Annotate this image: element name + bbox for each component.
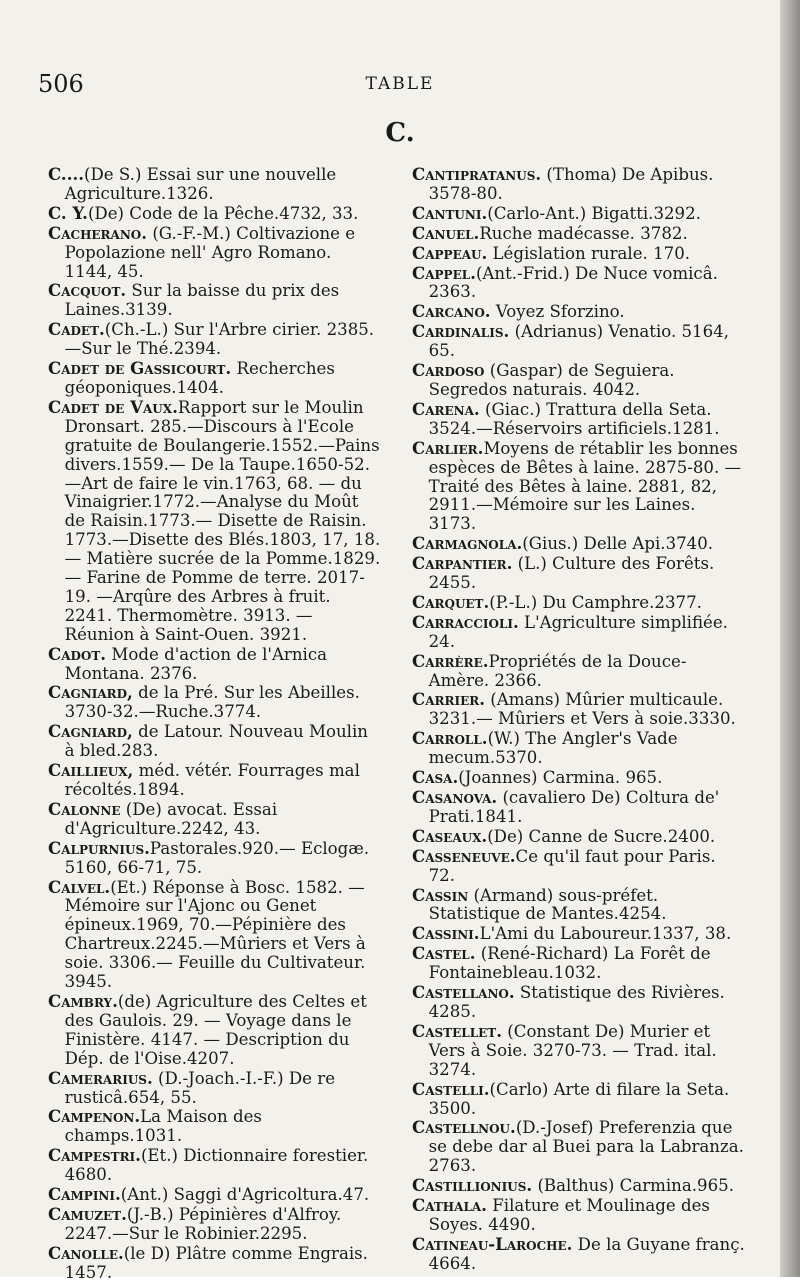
- entry-name: Calonne: [48, 798, 121, 819]
- entry-text: Ce qu'il faut pour Paris. 72.: [428, 846, 716, 885]
- index-entry: [412, 652, 746, 691]
- index-entry: [412, 1235, 746, 1274]
- index-entry: [48, 224, 382, 282]
- index-entry: [412, 1022, 746, 1080]
- index-entry: [48, 839, 382, 878]
- index-entry: [412, 400, 746, 439]
- index-entry: [412, 827, 746, 847]
- index-entry: [48, 878, 382, 992]
- entry-text: Mode d'action de l'Arnica Montana. 2376.: [64, 644, 328, 683]
- index-entry: [48, 320, 382, 359]
- entry-text: (cavaliero De) Coltura de' Prati.1841.: [428, 788, 720, 826]
- entry-text: (Constant De) Murier et Vers à Soie. 3270-73. — Trad. ital. 3274.: [428, 1021, 717, 1079]
- entry-text: (René-Richard) La Forêt de Fontainebleau.1032.: [428, 944, 711, 983]
- index-entry: [412, 322, 746, 361]
- index-entry: [48, 992, 382, 1069]
- index-entry: [412, 224, 746, 244]
- entry-name: Carrère.: [412, 650, 489, 671]
- entry-name: Cappeau.: [412, 242, 488, 263]
- index-entry: [412, 983, 746, 1022]
- entry-text: Sur la baisse du prix des Laines.3139.: [64, 281, 340, 320]
- index-entry: [48, 800, 382, 839]
- entry-name: Canolle.: [48, 1242, 124, 1263]
- index-column-left: [48, 165, 382, 1283]
- entry-text: méd. vétér. Fourrages mal récoltés.1894.: [64, 761, 360, 799]
- entry-text: (Gius.) Delle Api.3740.: [522, 534, 714, 554]
- entry-text: Propriétés de la Douce-Amère. 2366.: [428, 651, 687, 690]
- entry-name: Carraccioli.: [412, 611, 519, 632]
- entry-text: (Armand) sous-préfet. Statistique de Mantes.4254.: [428, 885, 667, 924]
- entry-text: (Ant.-Frid.) De Nuce vomicâ. 2363.: [428, 263, 718, 302]
- index-entry: [412, 165, 746, 204]
- index-entry: [48, 165, 382, 204]
- entry-text: (Ant.) Saggi d'Agricoltura.47.: [120, 1185, 370, 1205]
- entry-name: Calpurnius.: [48, 837, 150, 858]
- entry-text: (De) avocat. Essai d'Agriculture.2242, 43.: [64, 799, 278, 838]
- index-column-right: [412, 165, 746, 1274]
- entry-name: C. Y.: [48, 202, 88, 223]
- entry-name: Casa.: [412, 767, 459, 788]
- index-entry: [412, 768, 746, 788]
- entry-text: Législation rurale. 170.: [487, 243, 691, 263]
- index-entry: [412, 593, 746, 613]
- entry-name: Casseneuve.: [412, 845, 516, 866]
- entry-name: Cadet.: [48, 319, 105, 340]
- entry-name: Cadet de Vaux.: [48, 396, 178, 417]
- entry-name: Carrier.: [412, 689, 485, 710]
- index-entry: [412, 439, 746, 535]
- entry-text: (Et.) Dictionnaire forestier. 4680.: [64, 1146, 369, 1185]
- index-entry: [412, 302, 746, 322]
- index-entry: [48, 761, 382, 800]
- entry-text: Recherches géoponiques.1404.: [64, 359, 335, 397]
- entry-text: (De) Canne de Sucre.2400.: [487, 826, 716, 846]
- entry-text: (J.-B.) Pépinières d'Alfroy. 2247.—Sur le Robinier.2295.: [64, 1204, 342, 1243]
- index-entry: [412, 924, 746, 944]
- entry-name: Cantipratanus.: [412, 164, 542, 184]
- entry-text: (Carlo-Ant.) Bigatti.3292.: [487, 203, 701, 223]
- entry-name: Camuzet.: [48, 1203, 127, 1224]
- entry-text: (Et.) Réponse à Bosc. 1582. — Mémoire sur l'Ajonc ou Genet épineux.1969, 70.—Pépinière des Chartreux.2245.—Mûriers et Vers à soie. 3306.— Feuille du Cultivateur. 3945.: [64, 877, 366, 992]
- entry-name: Cambry.: [48, 990, 118, 1011]
- entry-text: de la Pré. Sur les Abeilles. 3730-32.—Ruche.3774.: [64, 683, 360, 722]
- entry-text: Pastorales.920.— Eclogæ. 5160, 66-71, 75.: [64, 838, 370, 877]
- index-entry: [412, 847, 746, 886]
- entry-text: (le D) Plâtre comme Engrais. 1457.: [64, 1243, 368, 1282]
- index-entry: [48, 722, 382, 761]
- index-entry: [48, 1107, 382, 1146]
- entry-name: Cardoso: [412, 360, 485, 381]
- entry-name: Caillieux,: [48, 760, 134, 781]
- entry-name: Campenon.: [48, 1106, 141, 1127]
- entry-text: (De S.) Essai sur une nouvelle Agriculture.1326.: [64, 165, 337, 203]
- index-entry: [412, 729, 746, 768]
- entry-name: C....: [48, 164, 85, 184]
- entry-text: (Thoma) De Apibus. 3578-80.: [428, 165, 714, 203]
- index-entry: [412, 1080, 746, 1119]
- entry-name: Casanova.: [412, 787, 498, 807]
- entry-text: Filature et Moulinage des Soyes. 4490.: [428, 1196, 710, 1234]
- entry-text: (Giac.) Trattura della Seta. 3524.—Réservoirs artificiels.1281.: [428, 399, 720, 438]
- entry-name: Carmagnola.: [412, 533, 523, 554]
- entry-name: Calvel.: [48, 876, 111, 897]
- index-entry: [48, 683, 382, 722]
- entry-name: Carcano.: [412, 301, 491, 322]
- page-number: 506: [38, 70, 84, 98]
- entry-name: Cardinalis.: [412, 321, 510, 342]
- entry-text: (Ch.-L.) Sur l'Arbre cirier. 2385.—Sur le Thé.2394.: [64, 320, 375, 359]
- index-entry: [412, 264, 746, 303]
- index-entry: [48, 1069, 382, 1108]
- entry-text: (Adrianus) Venatio. 5164, 65.: [428, 322, 730, 361]
- section-letter: C.: [385, 118, 415, 148]
- entry-name: Cadot.: [48, 643, 107, 664]
- index-entry: [412, 1196, 746, 1235]
- entry-name: Carquet.: [412, 591, 490, 612]
- entry-text: Moyens de rétablir les bonnes espèces de Bêtes à laine. 2875-80. — Traité des Bêtes à laine. 2881, 82, 2911.—Mémoire sur les Laines. 3173.: [428, 438, 742, 534]
- index-entry: [412, 690, 746, 729]
- index-entry: [412, 613, 746, 652]
- entry-text: (P.-L.) Du Camphre.2377.: [489, 592, 702, 612]
- index-entry: [412, 534, 746, 554]
- index-entry: [48, 1146, 382, 1185]
- entry-name: Campini.: [48, 1184, 121, 1205]
- entry-name: Carlier.: [412, 437, 484, 458]
- index-entry: [48, 398, 382, 645]
- entry-text: De la Guyane franç. 4664.: [428, 1234, 745, 1273]
- entry-name: Cassini.: [412, 923, 480, 944]
- entry-name: Castellet.: [412, 1020, 502, 1041]
- index-entry: [48, 1205, 382, 1244]
- entry-text: L'Ami du Laboureur.1337, 38.: [479, 924, 732, 944]
- index-entry: [412, 244, 746, 264]
- entry-text: (D.-Joach.-I.-F.) De re rusticâ.654, 55.: [64, 1068, 336, 1107]
- index-entry: [412, 944, 746, 983]
- entry-name: Cathala.: [412, 1195, 487, 1216]
- entry-name: Castellnou.: [412, 1117, 516, 1138]
- entry-text: de Latour. Nouveau Moulin à bled.283.: [64, 722, 368, 761]
- entry-name: Cacquot.: [48, 280, 127, 301]
- entry-name: Cadet de Gassicourt.: [48, 358, 232, 379]
- entry-text: (Joannes) Carmina. 965.: [458, 768, 663, 788]
- entry-name: Castillionius.: [412, 1175, 533, 1196]
- entry-name: Caseaux.: [412, 825, 488, 846]
- running-head: TABLE: [365, 74, 435, 94]
- entry-name: Catineau-Laroche.: [412, 1233, 573, 1254]
- entry-name: Carroll.: [412, 728, 488, 749]
- entry-text: (Amans) Mûrier multicaule. 3231.— Mûriers et Vers à soie.3330.: [428, 690, 736, 729]
- entry-name: Cappel.: [412, 262, 476, 283]
- entry-name: Cagniard,: [48, 721, 133, 742]
- entry-text: L'Agriculture simplifiée. 24.: [428, 612, 728, 651]
- entry-name: Cassin: [412, 884, 469, 905]
- index-entry: [48, 1185, 382, 1205]
- entry-name: Cagniard,: [48, 682, 133, 703]
- index-entry: [412, 204, 746, 224]
- entry-text: (Carlo) Arte di filare la Seta. 3500.: [428, 1079, 730, 1118]
- entry-name: Castellano.: [412, 982, 515, 1003]
- index-entry: [412, 554, 746, 593]
- index-entry: [412, 361, 746, 400]
- index-entry: [412, 1176, 746, 1196]
- entry-text: (G.-F.-M.) Coltivazione e Popolazione nell' Agro Romano. 1144, 45.: [64, 223, 356, 281]
- entry-name: Cantuni.: [412, 202, 488, 223]
- entry-text: (Gaspar) de Seguiera. Segredos naturais. 4042.: [428, 361, 675, 399]
- index-entry: [48, 645, 382, 684]
- index-entry: [48, 281, 382, 320]
- entry-name: Canuel.: [412, 222, 480, 243]
- entry-text: (D.-Josef) Preferenzia que se debe dar al Buei para la Labranza. 2763.: [428, 1118, 744, 1176]
- entry-name: Campestri.: [48, 1145, 141, 1166]
- index-entry: [48, 204, 382, 224]
- index-entry: [412, 886, 746, 925]
- index-entry: [412, 788, 746, 827]
- entry-text: Ruche madécasse. 3782.: [479, 223, 688, 243]
- entry-name: Cacherano.: [48, 222, 148, 243]
- index-entry: [412, 1118, 746, 1176]
- entry-name: Camerarius.: [48, 1067, 153, 1088]
- entry-text: (L.) Culture des Forêts. 2455.: [428, 554, 715, 593]
- entry-name: Castel.: [412, 943, 476, 964]
- entry-text: Voyez Sforzino.: [490, 302, 625, 322]
- index-entry: [48, 359, 382, 398]
- entry-text: (De) Code de la Pêche.4732, 33.: [87, 203, 359, 223]
- entry-text: Rapport sur le Moulin Dronsart. 285.—Discours à l'Ecole gratuite de Boulangerie.1552.—Pains divers.1559.— De la Taupe.1650-52. —Art de faire le vin.1763, 68. — du Vinaigrier.1772.—Analyse du Moût de Raisin.1773.— Disette de Raisin. 1773.—Disette des Blés.1803, 17, 18.— Matière sucrée de la Pomme.1829. — Farine de Pomme de terre. 2017-19. —Arqûre des Arbres à fruit. 2241. Thermomètre. 3913. — Réunion à Saint-Ouen. 3921.: [64, 397, 381, 644]
- entry-text: (W.) The Angler's Vade mecum.5370.: [428, 729, 678, 768]
- entry-name: Castelli.: [412, 1078, 490, 1099]
- entry-name: Carena.: [412, 398, 480, 419]
- entry-text: Statistique des Rivières. 4285.: [428, 983, 725, 1021]
- entry-name: Carpantier.: [412, 553, 513, 574]
- entry-text: (Balthus) Carmina.965.: [532, 1176, 734, 1196]
- entry-text: (de) Agriculture des Celtes et des Gaulois. 29. — Voyage dans le Finistère. 4147. — Description du Dép. de l'Oise.4207.: [64, 991, 367, 1068]
- entry-text: La Maison des champs.1031.: [64, 1107, 262, 1146]
